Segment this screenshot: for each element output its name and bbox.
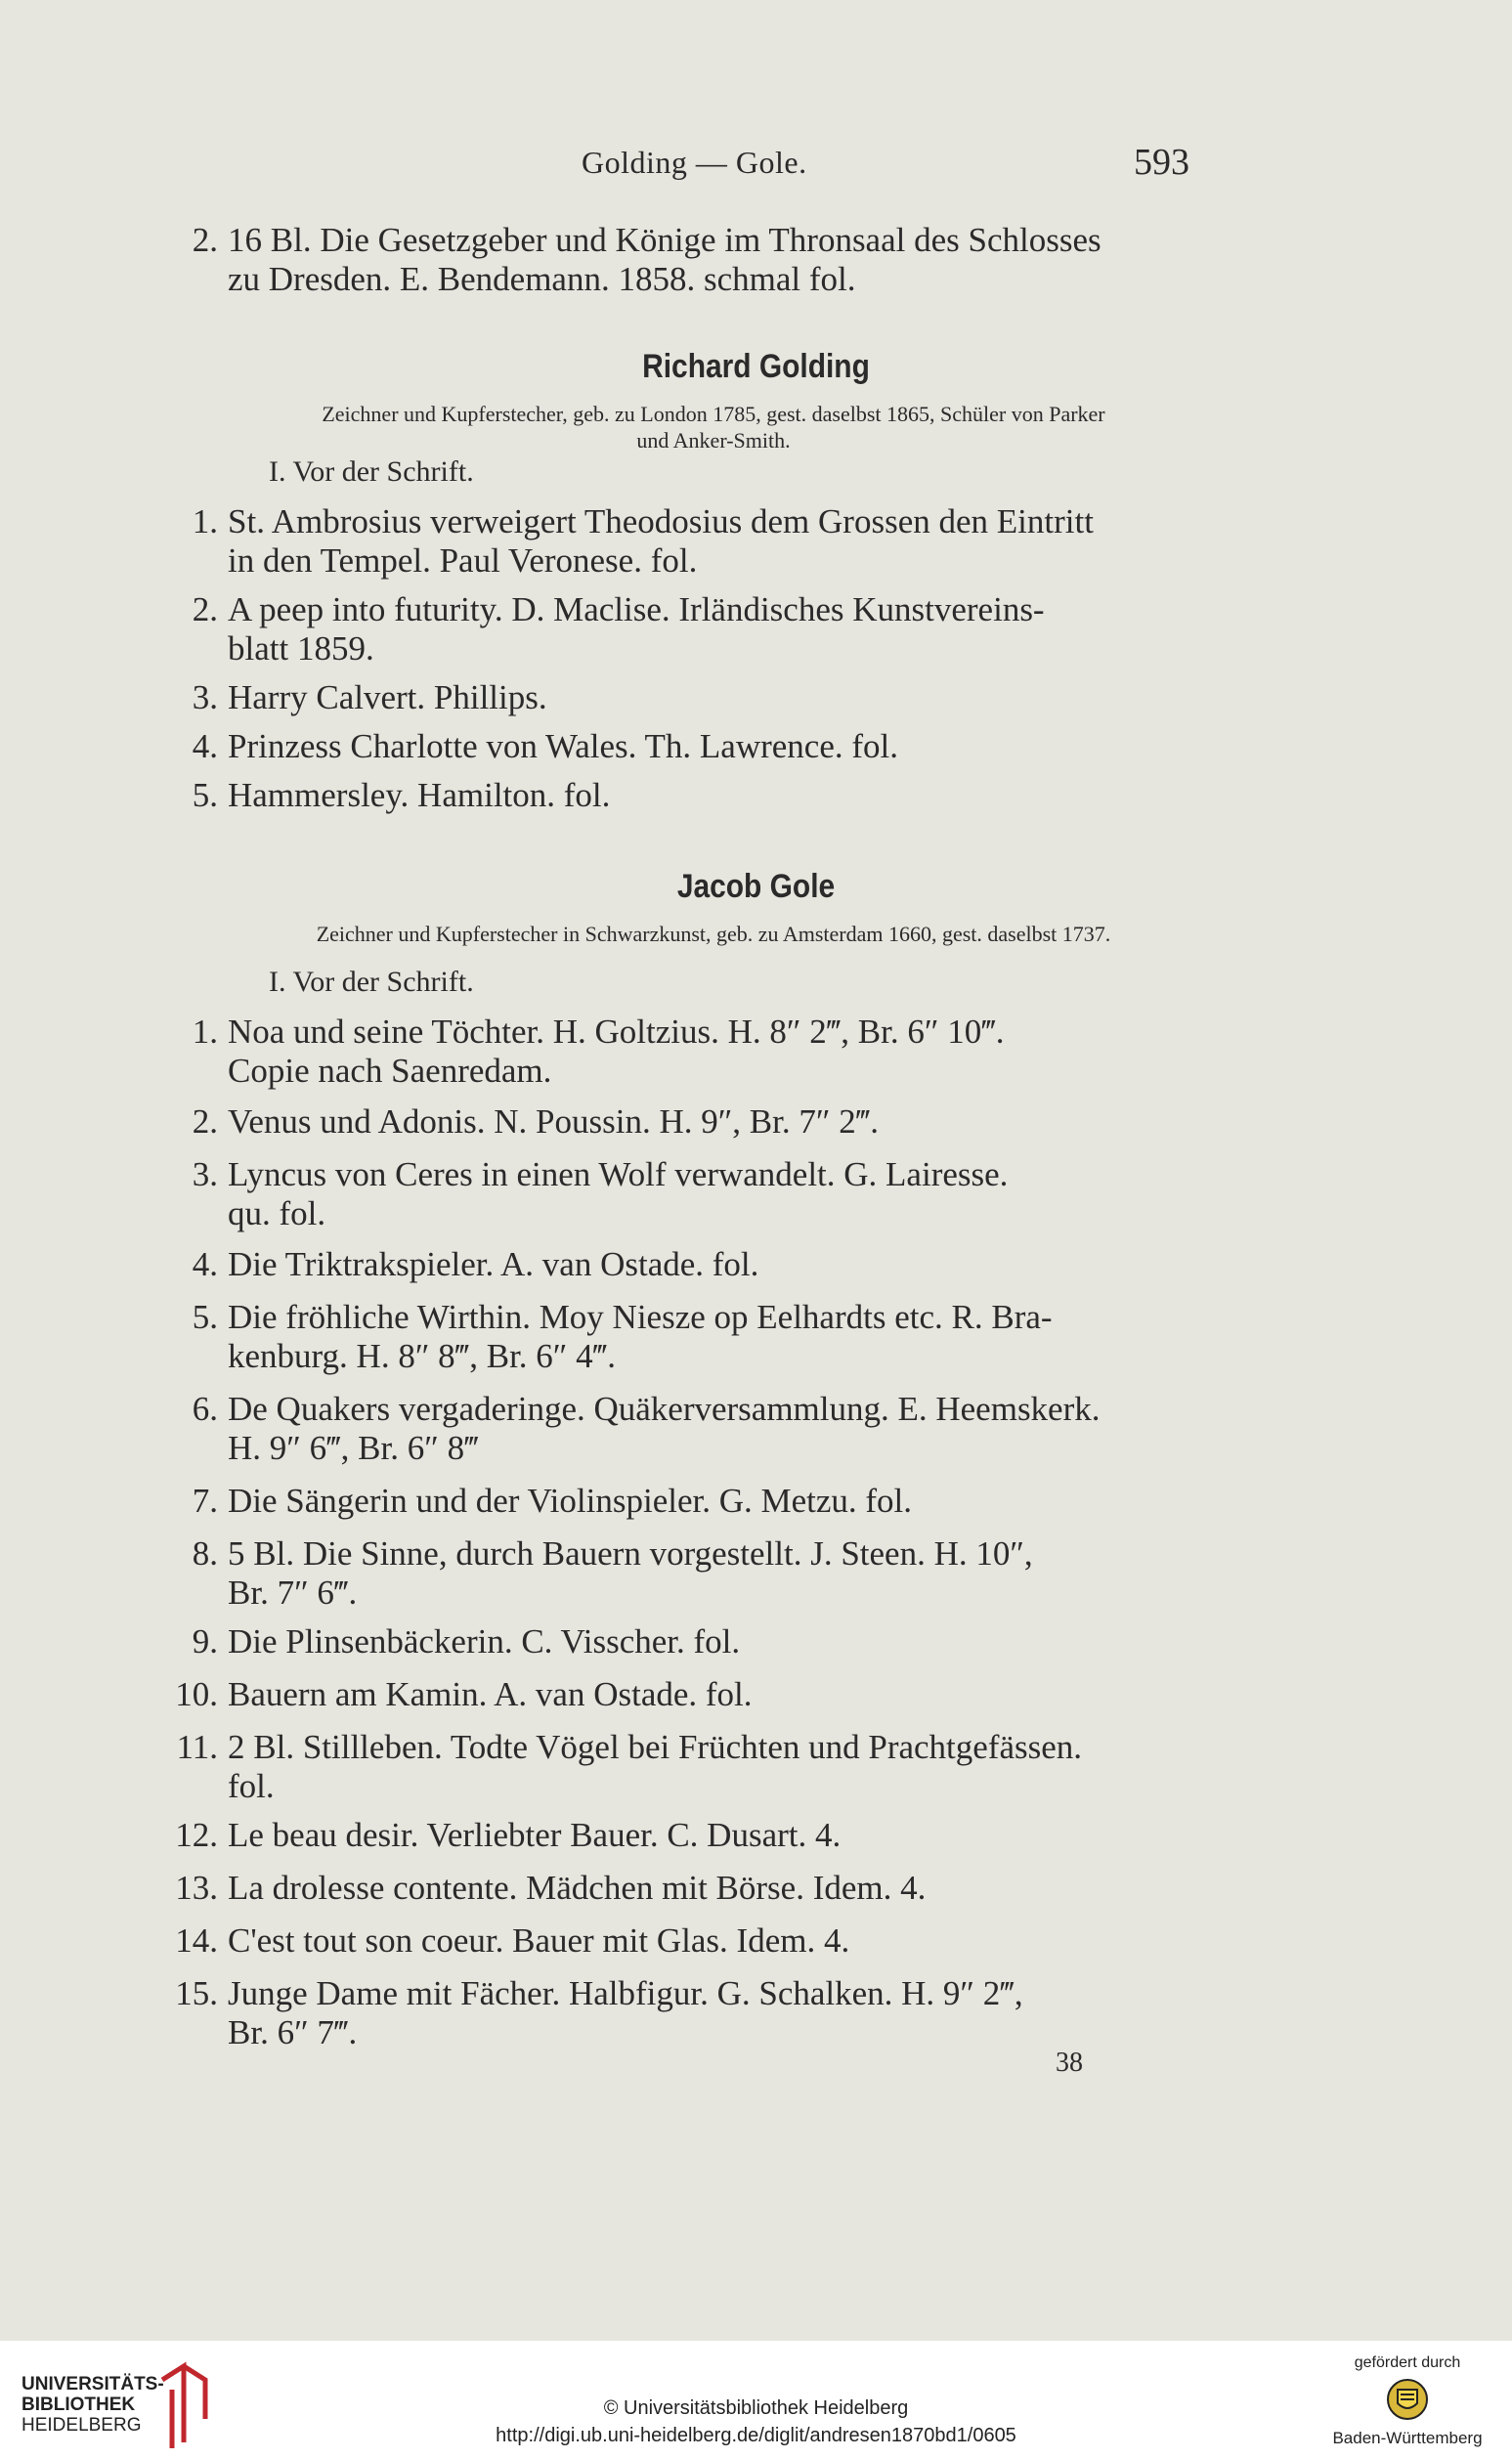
list-item: 1. Noa und seine Töchter. H. Goltzius. H. 8″ 2‴, Br. 6″ 10‴. Copie nach Saenredam. — [192, 1013, 1005, 1090]
copyright-text: © Universitätsbibliothek Heidelberg — [603, 2397, 909, 2419]
library-logo-text: UNIVERSITÄTS- BIBLIOTHEK HEIDELBERG — [22, 2374, 164, 2436]
coat-of-arms-icon — [1386, 2378, 1429, 2421]
subheading: I. Vor der Schrift. — [269, 966, 474, 998]
list-item: 10. Bauern am Kamin. A. van Ostade. fol. — [175, 1675, 753, 1713]
list-item: 4. Die Triktrakspieler. A. van Ostade. fol. — [192, 1245, 759, 1283]
signature-mark: 38 — [1056, 2048, 1083, 2078]
list-item: 9. Die Plinsenbäckerin. C. Visscher. fol. — [192, 1622, 741, 1661]
list-item: 5. Die fröhliche Wirthin. Moy Niesze op Eelhardts etc. R. Bra- kenburg. H. 8″ 8‴, Br. 6″ 4‴. — [192, 1298, 1053, 1375]
list-item: 14. C'est tout son coeur. Bauer mit Glas. Idem. 4. — [175, 1921, 850, 1960]
artist-bio-gole: Zeichner und Kupferstecher in Schwarzkunst, geb. zu Amsterdam 1660, gest. daselbst 1737. — [316, 922, 1111, 946]
sponsor-name: Baden-Württemberg — [1332, 2429, 1483, 2447]
list-item: 2. 16 Bl. Die Gesetzgeber und Könige im Thronsaal des Schlosses zu Dresden. E. Bendemann. 1858. schmal fol. — [192, 221, 1102, 298]
list-item: 13. La drolesse contente. Mädchen mit Börse. Idem. 4. — [175, 1869, 927, 1907]
list-item: 4. Prinzess Charlotte von Wales. Th. Lawrence. fol. — [192, 727, 898, 765]
list-item: 3. Lyncus von Ceres in einen Wolf verwandelt. G. Lairesse. qu. fol. — [192, 1155, 1009, 1232]
list-item: 1. St. Ambrosius verweigert Theodosius dem Grossen den Eintritt in den Tempel. Paul Veronese. fol. — [192, 502, 1094, 580]
list-item: 2. Venus und Adonis. N. Poussin. H. 9″, Br. 7″ 2‴. — [192, 1102, 880, 1141]
list-item: 8. 5 Bl. Die Sinne, durch Bauern vorgestellt. J. Steen. H. 10″, Br. 7″ 6‴. — [192, 1534, 1033, 1612]
list-item: 11. 2 Bl. Stillleben. Todte Vögel bei Früchten und Prachtgefässen. fol. — [176, 1728, 1083, 1805]
artist-heading-gole: Jacob Gole — [676, 868, 836, 905]
list-item: 7. Die Sängerin und der Violinspieler. G. Metzu. fol. — [192, 1482, 913, 1520]
footer-bar — [0, 2341, 1512, 2459]
running-header — [0, 142, 1512, 184]
running-title: Golding — Gole. — [582, 145, 807, 180]
artist-bio-golding: Zeichner und Kupferstecher, geb. zu London 1785, gest. daselbst 1865, Schüler von Parker und Anker-Smith. — [322, 402, 1105, 453]
artist-heading-golding: Richard Golding — [642, 348, 870, 385]
permalink[interactable]: http://digi.ub.uni-heidelberg.de/diglit/andresen1870bd1/0605 — [496, 2425, 1016, 2446]
list-item: 6. De Quakers vergaderinge. Quäkerversammlung. E. Heemskerk. H. 9″ 6‴, Br. 6″ 8‴ — [192, 1390, 1101, 1467]
list-item: 12. Le beau desir. Verliebter Bauer. C. Dusart. 4. — [175, 1816, 842, 1854]
list-item: 15. Junge Dame mit Fächer. Halbfigur. G. Schalken. H. 9″ 2‴, Br. 6″ 7‴. — [175, 1974, 1023, 2051]
list-item: 2. A peep into futurity. D. Maclise. Irländisches Kunstvereins- blatt 1859. — [192, 590, 1045, 668]
sponsor-label: gefördert durch — [1354, 2354, 1461, 2371]
list-item: 5. Hammersley. Hamilton. fol. — [192, 776, 611, 814]
page-number: 593 — [1134, 142, 1189, 183]
list-item: 3. Harry Calvert. Phillips. — [192, 678, 547, 716]
subheading: I. Vor der Schrift. — [269, 455, 474, 488]
